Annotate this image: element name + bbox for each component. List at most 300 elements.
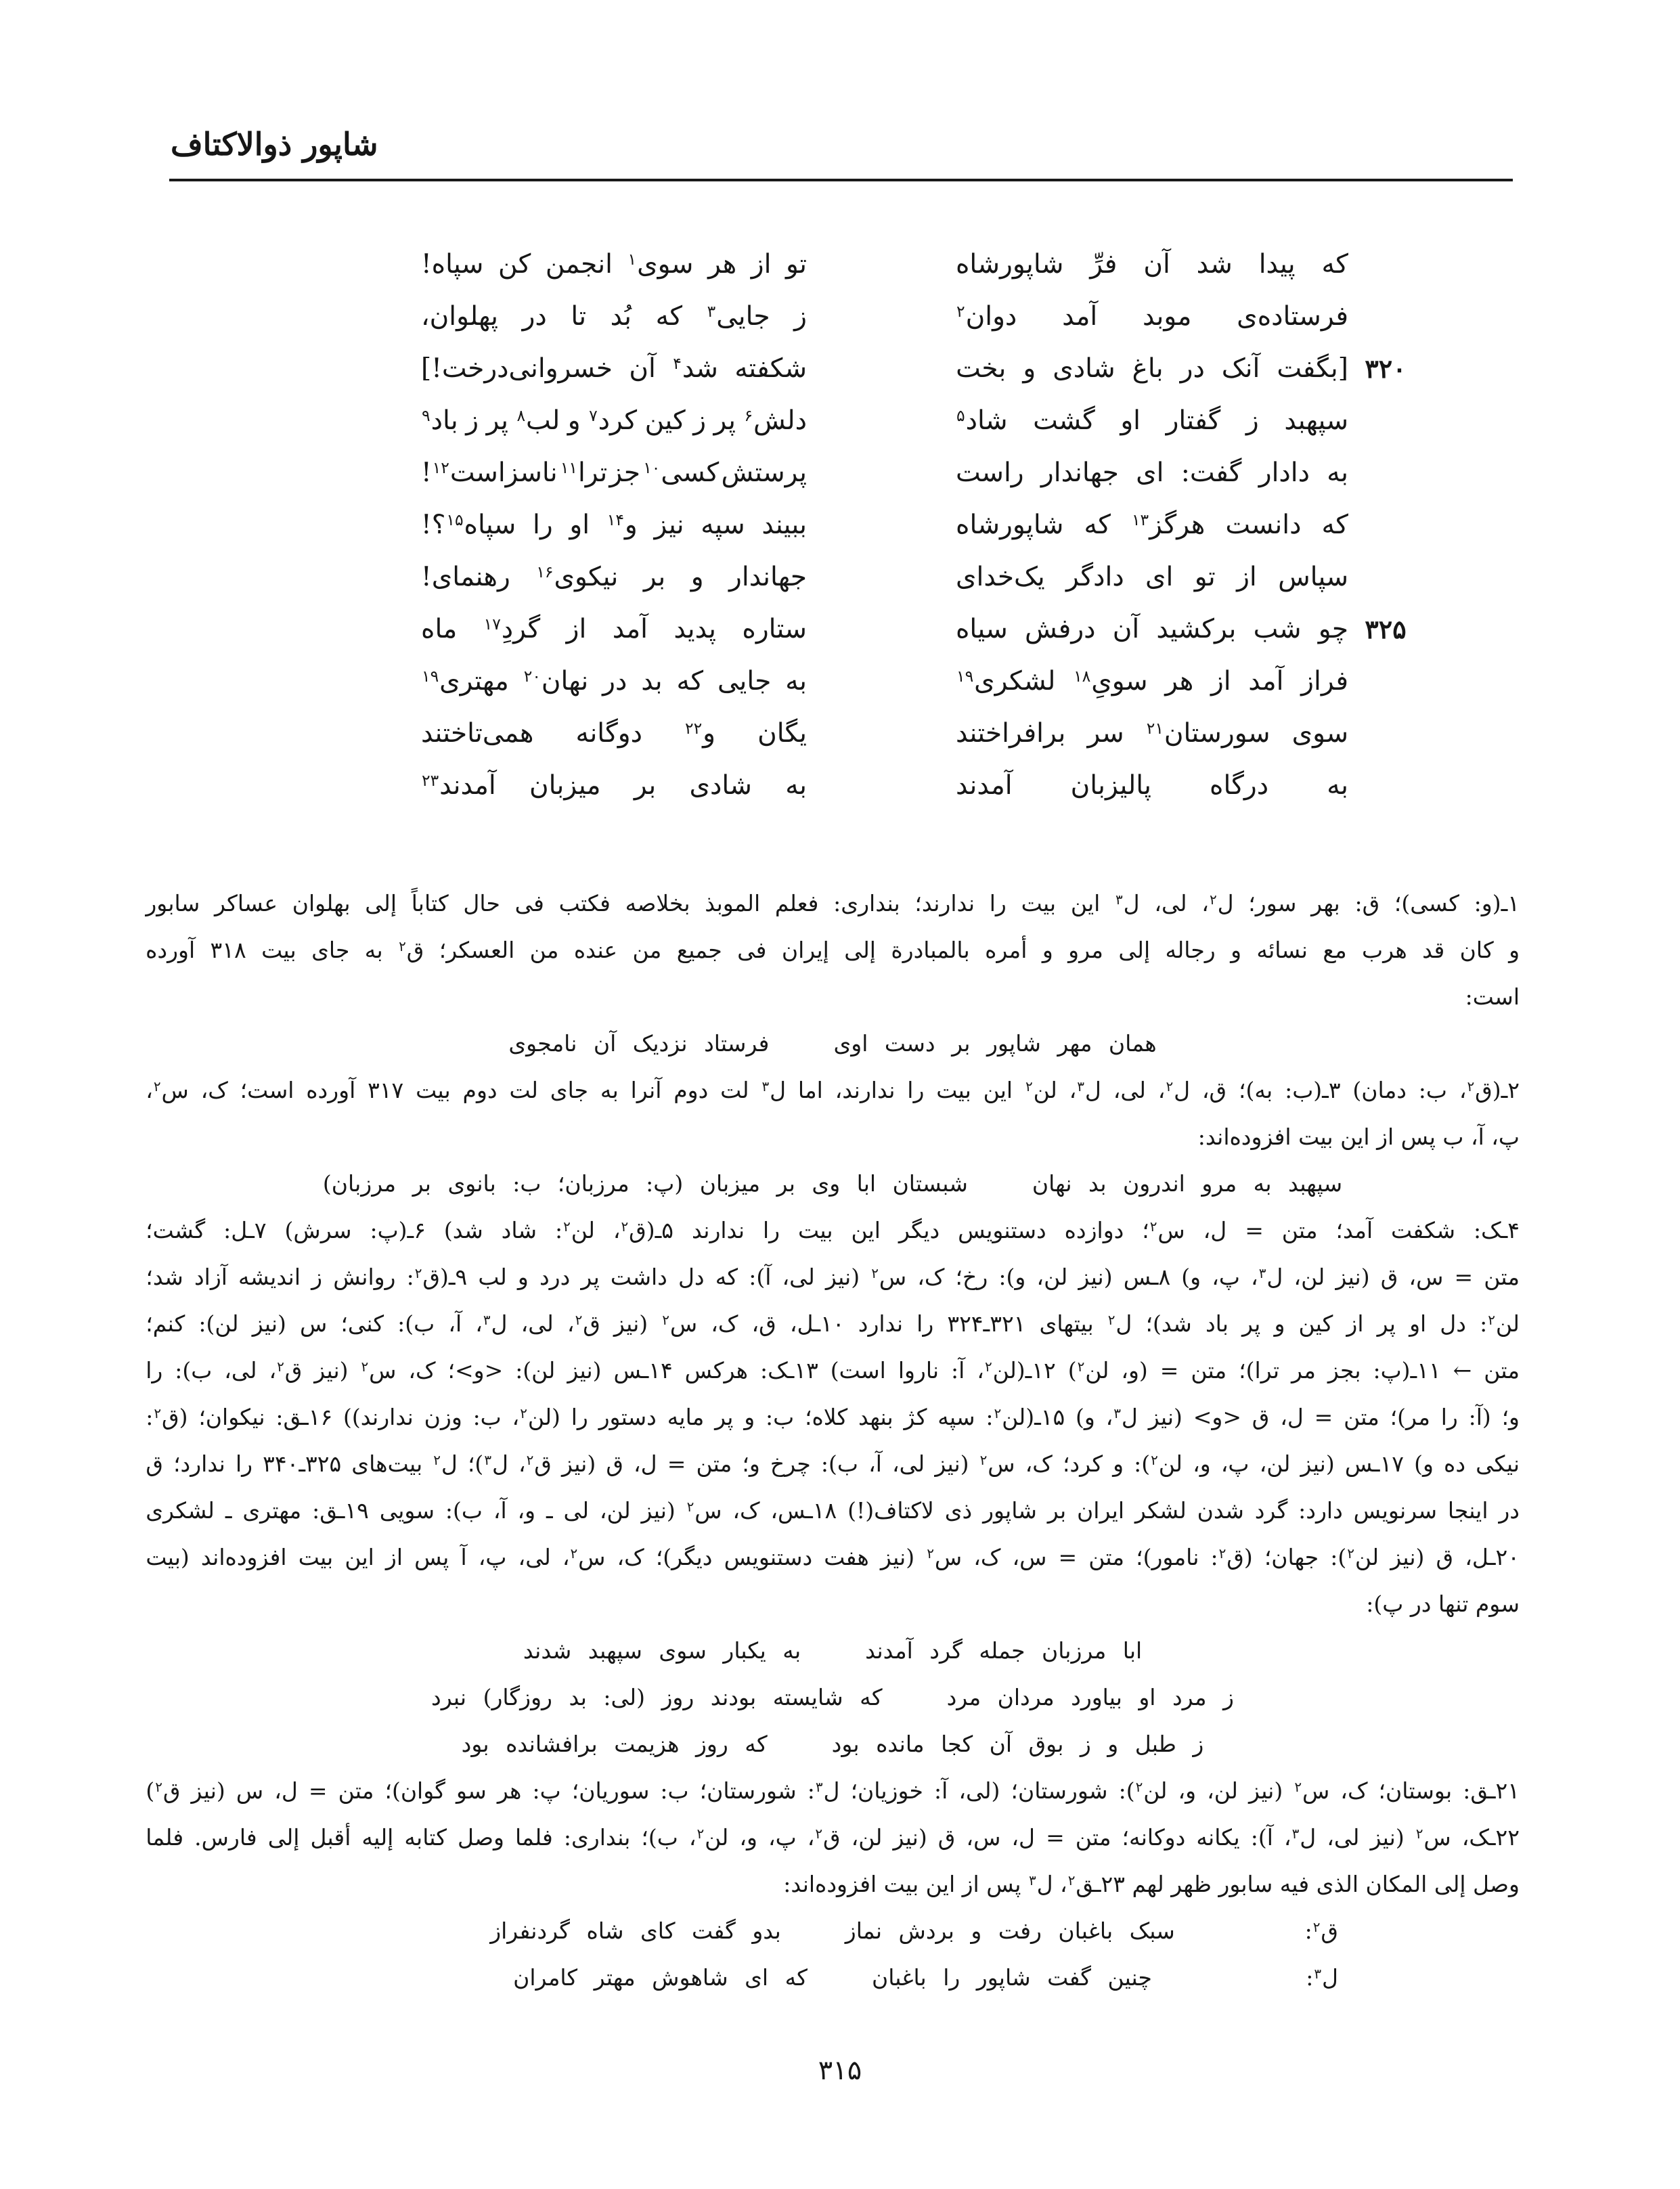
word-token: بُد	[610, 301, 632, 332]
footnote-line: سوم تنها در پ):	[1366, 1591, 1520, 1617]
hemistich-first	[956, 405, 1348, 436]
word-token: ایران	[1077, 1497, 1125, 1524]
word-token: فلما	[514, 1824, 553, 1851]
word-token: لب	[478, 1264, 507, 1290]
footnote-line	[146, 1440, 1520, 1487]
word-token: آ:	[951, 1357, 965, 1384]
word-token: متن	[1344, 1404, 1379, 1430]
word-token: ای	[1145, 562, 1174, 592]
word-token: میزبان	[529, 770, 601, 801]
word-token: از	[566, 614, 587, 644]
word-token: ل،	[1011, 1824, 1036, 1851]
word-token: نیکوان؛	[198, 1404, 265, 1430]
footnote-verse	[146, 1020, 1520, 1067]
footnote-verse	[146, 1907, 1520, 1954]
word-token: رجاله	[1165, 937, 1216, 963]
word-token: ب:	[766, 1404, 795, 1430]
hemistich-second	[421, 405, 807, 436]
word-token: ۱۳ـک:	[760, 1357, 818, 1384]
word-token: ده	[1444, 1451, 1466, 1477]
word-token: دادار	[1258, 458, 1310, 488]
word-token: ق	[1436, 1544, 1454, 1570]
word-token: بالمبادرة	[891, 937, 970, 963]
word-token: مر)؛	[1390, 1404, 1430, 1430]
word-token: و،	[517, 1497, 536, 1524]
page-header-title: شاپور ذوالاکتاف	[171, 126, 378, 162]
word-token: دل	[678, 1264, 705, 1290]
word-token: به)؛	[1239, 1077, 1273, 1103]
hemistich-second: که روز هزیمت برافشانده بود	[461, 1731, 768, 1757]
hemistich-second: شبستان ابا وی بر میزبان (پ: مرزبان؛ ب: بانوی بر مرزبان)	[322, 1170, 968, 1197]
word-token: او	[1409, 1310, 1427, 1337]
verse-number: ۳۲۵	[1365, 614, 1407, 644]
hemistich-first	[956, 353, 1348, 384]
word-token: جمیع	[676, 937, 722, 963]
word-token: هفت	[824, 1544, 869, 1570]
word-token: ک،	[617, 1544, 644, 1570]
word-token: ل$^۳$،	[1283, 1824, 1317, 1851]
word-token: کنی؛	[340, 1310, 384, 1337]
word-token: لی،	[518, 1544, 551, 1570]
word-token: إیران	[781, 937, 829, 963]
word-token: پر	[486, 405, 508, 436]
word-token: آمدند	[956, 770, 1013, 801]
word-token: فرِّ	[1090, 249, 1118, 280]
word-token: و	[517, 1264, 529, 1290]
word-token: ز	[1245, 405, 1259, 436]
word-token: و)	[1414, 1451, 1434, 1477]
word-token: دوازده	[1064, 1217, 1124, 1243]
footnote-line	[146, 1067, 1520, 1113]
word-token: آمد	[1062, 301, 1098, 332]
word-token: ۱۱ـ(پ:	[1373, 1357, 1441, 1384]
word-token: شاد$^۵$	[956, 405, 1008, 436]
word-token: ک،	[732, 1497, 760, 1524]
word-token: س$^۲$	[1415, 1824, 1451, 1851]
word-token: خوزیان؛	[850, 1777, 923, 1804]
word-token: را	[235, 1451, 253, 1477]
word-token: ۳۲۵ـ۳۴۰	[263, 1451, 342, 1477]
word-token: و	[1274, 1310, 1285, 1337]
word-token: به	[1327, 770, 1348, 801]
poem-line	[0, 707, 1423, 759]
word-token: که	[676, 666, 704, 696]
word-token: سپهبد	[1284, 405, 1348, 436]
word-token: پ،	[1220, 1451, 1250, 1477]
word-token: دوان$^۲$	[956, 301, 1017, 332]
word-token: لت	[509, 1077, 538, 1103]
word-token: را	[1440, 1404, 1458, 1430]
word-token: الموبذ	[705, 890, 761, 916]
word-token: ۳ـ(ب:	[1285, 1077, 1341, 1103]
verse-label: ل$^۳$:	[1306, 1964, 1338, 1991]
word-token: به	[364, 937, 383, 963]
word-token: نامور)؛	[1136, 1544, 1199, 1570]
footnote-line	[146, 927, 1520, 973]
word-token: آن	[629, 353, 656, 384]
word-token: سرنویس	[1353, 1497, 1437, 1524]
hemistich-second	[421, 353, 807, 384]
word-token: ل$^۳$)؛	[467, 1451, 508, 1477]
word-token: ذی	[944, 1497, 973, 1524]
word-token: ق،	[751, 1310, 776, 1337]
word-token: سیاه	[956, 614, 1008, 644]
word-token: خسروانی‌درخت!]	[421, 353, 613, 384]
word-token: روانش	[333, 1264, 396, 1290]
word-token: (نیز	[1249, 1777, 1283, 1804]
word-token: آ:	[933, 1777, 948, 1804]
word-token: وزن	[424, 1404, 462, 1430]
word-token: به	[785, 770, 807, 801]
word-token: بخت	[956, 353, 1007, 384]
word-token: ۷ـل:	[223, 1217, 267, 1243]
word-token: تو	[785, 249, 807, 280]
word-token: (ق$^۲$:	[146, 1404, 188, 1430]
hemistich-first: همان مهر شاپور بر دست اوی	[833, 1030, 1157, 1057]
word-token: ک،	[917, 1264, 945, 1290]
word-token: را	[916, 1310, 934, 1337]
hemistich-second	[421, 614, 807, 644]
footnote-line	[146, 1300, 1520, 1347]
word-token: لی،	[521, 1310, 554, 1337]
word-token: بر	[1047, 1497, 1067, 1524]
word-token: و؛	[1501, 1404, 1520, 1430]
poem-line	[0, 759, 1423, 812]
poem-line	[0, 603, 1423, 655]
word-token: اندیشه	[238, 1264, 301, 1290]
word-token: لی،	[1113, 1077, 1146, 1103]
word-token: (نیز	[825, 1264, 860, 1290]
word-token: دوگانه	[575, 718, 642, 749]
word-token: =	[1314, 1404, 1333, 1430]
word-token: سور؛	[1248, 890, 1297, 916]
word-token: بخلاصه	[625, 890, 690, 916]
footnote-verse	[146, 1627, 1520, 1674]
word-token: و	[690, 562, 704, 592]
word-token: جهاندار	[1040, 458, 1119, 488]
word-token: ب)؛	[641, 1824, 678, 1851]
word-token: لن$^۲$):	[1330, 1544, 1379, 1570]
word-token: ل$^۲$،	[1157, 1077, 1191, 1103]
footnote-line: پ، آ، ب پس از این بیت افزوده‌اند:	[1197, 1124, 1520, 1150]
word-token: سپه	[701, 510, 745, 540]
word-token: ۱۸ـس،	[770, 1497, 837, 1524]
word-token: ل،	[1280, 1404, 1304, 1430]
word-token: (نیز	[1370, 1824, 1405, 1851]
word-token: بر	[634, 770, 657, 801]
word-token: (نیز	[252, 1310, 286, 1337]
page-number: ۳۱۵	[818, 2055, 862, 2086]
word-token: =	[1454, 1264, 1474, 1290]
word-token: ب):	[397, 1310, 435, 1337]
footnote-line	[146, 1254, 1520, 1300]
word-token: ب:	[660, 1777, 689, 1804]
word-token: متن	[338, 1777, 374, 1804]
word-token: (لی،	[958, 1777, 1000, 1804]
word-token: ل$^۲$،	[1201, 890, 1234, 916]
word-token: سابور	[146, 890, 200, 916]
word-token: آمدند$^{۲۳}$	[422, 770, 496, 801]
word-token: افزوده‌اند	[200, 1544, 287, 1570]
word-token: آ،	[868, 1451, 882, 1477]
word-token: شکفت	[1391, 1217, 1456, 1243]
word-token: ک،	[973, 1544, 1001, 1570]
word-token: متن	[1088, 1544, 1125, 1570]
hemistich-second: که شایسته بودند روز (لی: بد روزگار) نبرد	[431, 1684, 883, 1710]
word-token: موبد	[1143, 301, 1192, 332]
word-token: ق$^۲$،	[567, 1310, 600, 1337]
word-token: آنک	[1221, 353, 1260, 384]
word-token: ۲۱ـق:	[1463, 1777, 1520, 1804]
word-token: آمد؛	[1335, 1217, 1373, 1243]
word-token: ق	[1380, 1264, 1398, 1290]
footnote-line	[146, 880, 1520, 927]
word-token: شکفته	[734, 353, 807, 384]
word-token: آورده	[306, 1077, 356, 1103]
word-token: و،	[1178, 1777, 1197, 1804]
word-token: لن$^۲$):	[1118, 1777, 1168, 1804]
word-token: جای	[311, 937, 350, 963]
hemistich-first	[956, 666, 1348, 696]
word-token: کسی$^{۱۰}$	[643, 458, 720, 488]
word-token: إلی	[1118, 937, 1151, 963]
word-token: پر	[1377, 1310, 1396, 1337]
word-token: ز	[311, 1264, 323, 1290]
word-token: سپاه$^{۱۵}$؟!	[421, 510, 516, 540]
word-token: که	[1321, 510, 1348, 540]
footnote-line: وصل إلی المکان الذی فیه سابور ظهر لهم ۲۳ـق$^۲$، ل$^۳$ پس از این بیت افزوده‌اند:	[783, 1871, 1520, 1897]
word-token: کنم؛	[146, 1310, 185, 1337]
word-token: برافراختند	[956, 718, 1066, 749]
word-token: آ):	[749, 1264, 772, 1290]
word-token: و)	[1181, 1264, 1201, 1290]
word-token: س$^۲$	[927, 1544, 963, 1570]
word-token: بنهد	[858, 1404, 893, 1430]
word-token: بیتهای	[1039, 1310, 1094, 1337]
word-token: متن	[1191, 1357, 1227, 1384]
word-token: ندارند،	[835, 1077, 896, 1103]
word-token: دلش$^۶$	[744, 405, 807, 436]
word-token: عنده	[573, 937, 618, 963]
word-token: س$^۲$،	[146, 1077, 189, 1103]
hemistich-first	[956, 718, 1348, 749]
word-token: ل$^۳$	[1115, 890, 1140, 916]
word-token: نیکی	[1476, 1451, 1520, 1477]
word-token: و$^{۲۲}$	[685, 718, 716, 749]
word-token: ـ	[225, 1497, 232, 1524]
word-token: ۹ـ(ق$^۲$:	[406, 1264, 468, 1290]
word-token: و	[1113, 1451, 1124, 1477]
word-token: (لن$^۲$،	[512, 1404, 560, 1430]
word-token: =	[1159, 1357, 1179, 1384]
hemistich-first: سپهبد به مرو اندرون بد نهان	[1032, 1170, 1343, 1197]
word-token: ل$^۳$،	[1251, 1264, 1283, 1290]
word-token: ل$^۳$،	[1069, 1077, 1101, 1103]
word-token: پر	[713, 405, 736, 436]
poem-line	[0, 238, 1423, 290]
word-token: فراز	[1301, 666, 1348, 696]
word-token: در	[602, 666, 627, 696]
word-token: فرستاده‌ی	[1237, 301, 1348, 332]
word-token: بر	[643, 562, 666, 592]
word-token: ک،	[1340, 1777, 1368, 1804]
word-token: شدن	[1197, 1497, 1244, 1524]
word-token: و،	[739, 1824, 757, 1851]
word-token: وصل	[457, 1824, 504, 1851]
word-token: (ق$^۲$:	[1210, 1544, 1253, 1570]
word-token: ندارند))	[342, 1404, 414, 1430]
word-token: ب:	[1418, 1077, 1447, 1103]
word-token: ب):	[820, 1451, 858, 1477]
word-token: ۱۹ـق:	[312, 1497, 369, 1524]
word-token: آورده	[146, 937, 196, 963]
word-token: شورستان؛	[699, 1777, 797, 1804]
word-token: لشکری	[146, 1497, 215, 1524]
word-token: فی	[514, 890, 544, 916]
word-token: (نیز	[562, 1451, 596, 1477]
word-token: ←	[1453, 1357, 1472, 1384]
footnote-verse	[146, 1954, 1520, 2001]
word-token: شاد	[501, 1217, 537, 1243]
word-token: ل$^۳$،	[475, 1310, 508, 1337]
word-token: سپاس	[1278, 562, 1348, 592]
word-token: سو	[456, 1777, 487, 1804]
word-token: ل$^۳$:	[807, 1777, 840, 1804]
word-token: (نیز	[641, 1497, 676, 1524]
word-token: این	[851, 1217, 881, 1243]
word-token: ببیند	[761, 510, 807, 540]
word-token: گفت:	[1180, 458, 1242, 488]
word-token: س	[236, 1777, 264, 1804]
word-token: (نیز	[613, 1310, 648, 1337]
word-token: ۴ـک:	[1473, 1217, 1520, 1243]
word-token: إلی	[365, 890, 397, 916]
word-token: أمره	[985, 937, 1027, 963]
word-token: است؛	[240, 1077, 294, 1103]
word-token: س	[300, 1310, 328, 1337]
word-token: کرد؛	[1062, 1451, 1103, 1477]
hemistich-first	[956, 510, 1348, 540]
word-token: لی	[563, 1497, 590, 1524]
word-token: آمد	[1248, 666, 1284, 696]
word-token: بوستان؛	[1378, 1777, 1453, 1804]
word-token: باد	[1205, 1310, 1229, 1337]
word-token: بیت	[261, 937, 296, 963]
word-token: جز	[609, 458, 641, 488]
word-token: آن	[1112, 614, 1140, 644]
word-token: پر	[581, 1264, 600, 1290]
word-token: س،	[1012, 1544, 1047, 1570]
word-token: ق$^۲$،	[807, 1824, 841, 1851]
footnotes	[146, 880, 1520, 2001]
word-token: ک،	[408, 1357, 436, 1384]
word-token: سوی$^۱$	[627, 249, 694, 280]
word-token: بد	[641, 666, 663, 696]
word-token: پیدا	[1258, 249, 1296, 280]
word-token: لشکری$^{۱۹}$	[956, 666, 1056, 696]
word-token: =	[667, 1451, 686, 1477]
footnote-line	[146, 1207, 1520, 1254]
word-token: شب	[1253, 614, 1302, 644]
hemistich-first: ابا مرزبان جمله گرد آمدند	[865, 1637, 1143, 1664]
word-token: ۱۶ـق:	[275, 1404, 333, 1430]
hemistich-second	[421, 770, 807, 801]
word-token: بجز	[1327, 1357, 1361, 1384]
word-token: ندارند؛	[914, 890, 975, 916]
word-token: درد	[539, 1264, 571, 1290]
word-token: یگان	[757, 718, 807, 749]
word-token: پهلوان،	[421, 301, 498, 332]
word-token: =	[1046, 1824, 1065, 1851]
word-token: =	[1245, 1217, 1264, 1243]
hemistich-second	[421, 718, 807, 749]
word-token: ۱۲ـ(لن$^۲$،	[977, 1357, 1056, 1384]
word-token: کین	[644, 405, 686, 436]
word-token: س$^۲$	[361, 1357, 397, 1384]
word-token: گرد	[1254, 1497, 1288, 1524]
word-token: کلاه؛	[805, 1404, 848, 1430]
word-token: آ	[460, 1544, 467, 1570]
word-token: ای	[1136, 458, 1164, 488]
word-token: به	[600, 1077, 619, 1103]
word-token: ب:	[472, 1404, 502, 1430]
word-token: در	[1499, 1497, 1520, 1524]
word-token: دوکانه؛	[1122, 1824, 1186, 1851]
word-token: (نیز	[1078, 1264, 1113, 1290]
word-token: ۲۰ـل،	[1465, 1544, 1520, 1570]
word-token: ق	[606, 1451, 623, 1477]
verse-label: ق$^۲$:	[1304, 1918, 1338, 1944]
word-token: و	[1509, 937, 1520, 963]
word-token: ق	[937, 1824, 956, 1851]
word-token: هرکس	[684, 1357, 749, 1384]
word-token: ستاره	[742, 614, 807, 644]
word-token: جای	[550, 1077, 589, 1103]
word-token: ۲۲ـک،	[1461, 1824, 1520, 1851]
word-token: ناروا	[898, 1357, 940, 1384]
word-token: لشکر	[1134, 1497, 1187, 1524]
word-token: بیت	[936, 1077, 971, 1103]
word-token: بیت	[298, 1544, 334, 1570]
word-token: کن	[498, 249, 531, 280]
word-token: یک‌خدای	[956, 562, 1045, 592]
hemistich-first: ز طبل و ز بوق آن کجا مانده بود	[831, 1731, 1204, 1757]
word-token: ۸ـس	[1123, 1264, 1171, 1290]
poem-line	[0, 342, 1423, 395]
word-token: لت	[720, 1077, 749, 1103]
word-token: جهاندار	[729, 562, 807, 592]
word-token: هر	[497, 1777, 522, 1804]
word-token: عساکر	[214, 890, 278, 916]
word-token: آ):	[1250, 1824, 1273, 1851]
word-token: دستنویس	[724, 1544, 813, 1570]
word-token: کین	[1298, 1310, 1333, 1337]
hemistich-first	[956, 614, 1348, 644]
word-token: لب$^۸$	[516, 405, 560, 436]
footnote-verse	[146, 1160, 1520, 1207]
word-token: لن،	[851, 1824, 883, 1851]
word-token: لن):	[515, 1357, 556, 1384]
word-token: دستنویس	[958, 1217, 1046, 1243]
word-token: دیگر	[898, 1217, 940, 1243]
word-token: چو	[1318, 614, 1348, 644]
word-token: (نیز	[191, 1777, 225, 1804]
hemistich-first	[956, 249, 1348, 280]
word-token: ـ	[546, 1497, 553, 1524]
word-token: و؛	[742, 1451, 760, 1477]
word-token: و	[1231, 937, 1242, 963]
footnote-line: است:	[1465, 983, 1520, 1010]
